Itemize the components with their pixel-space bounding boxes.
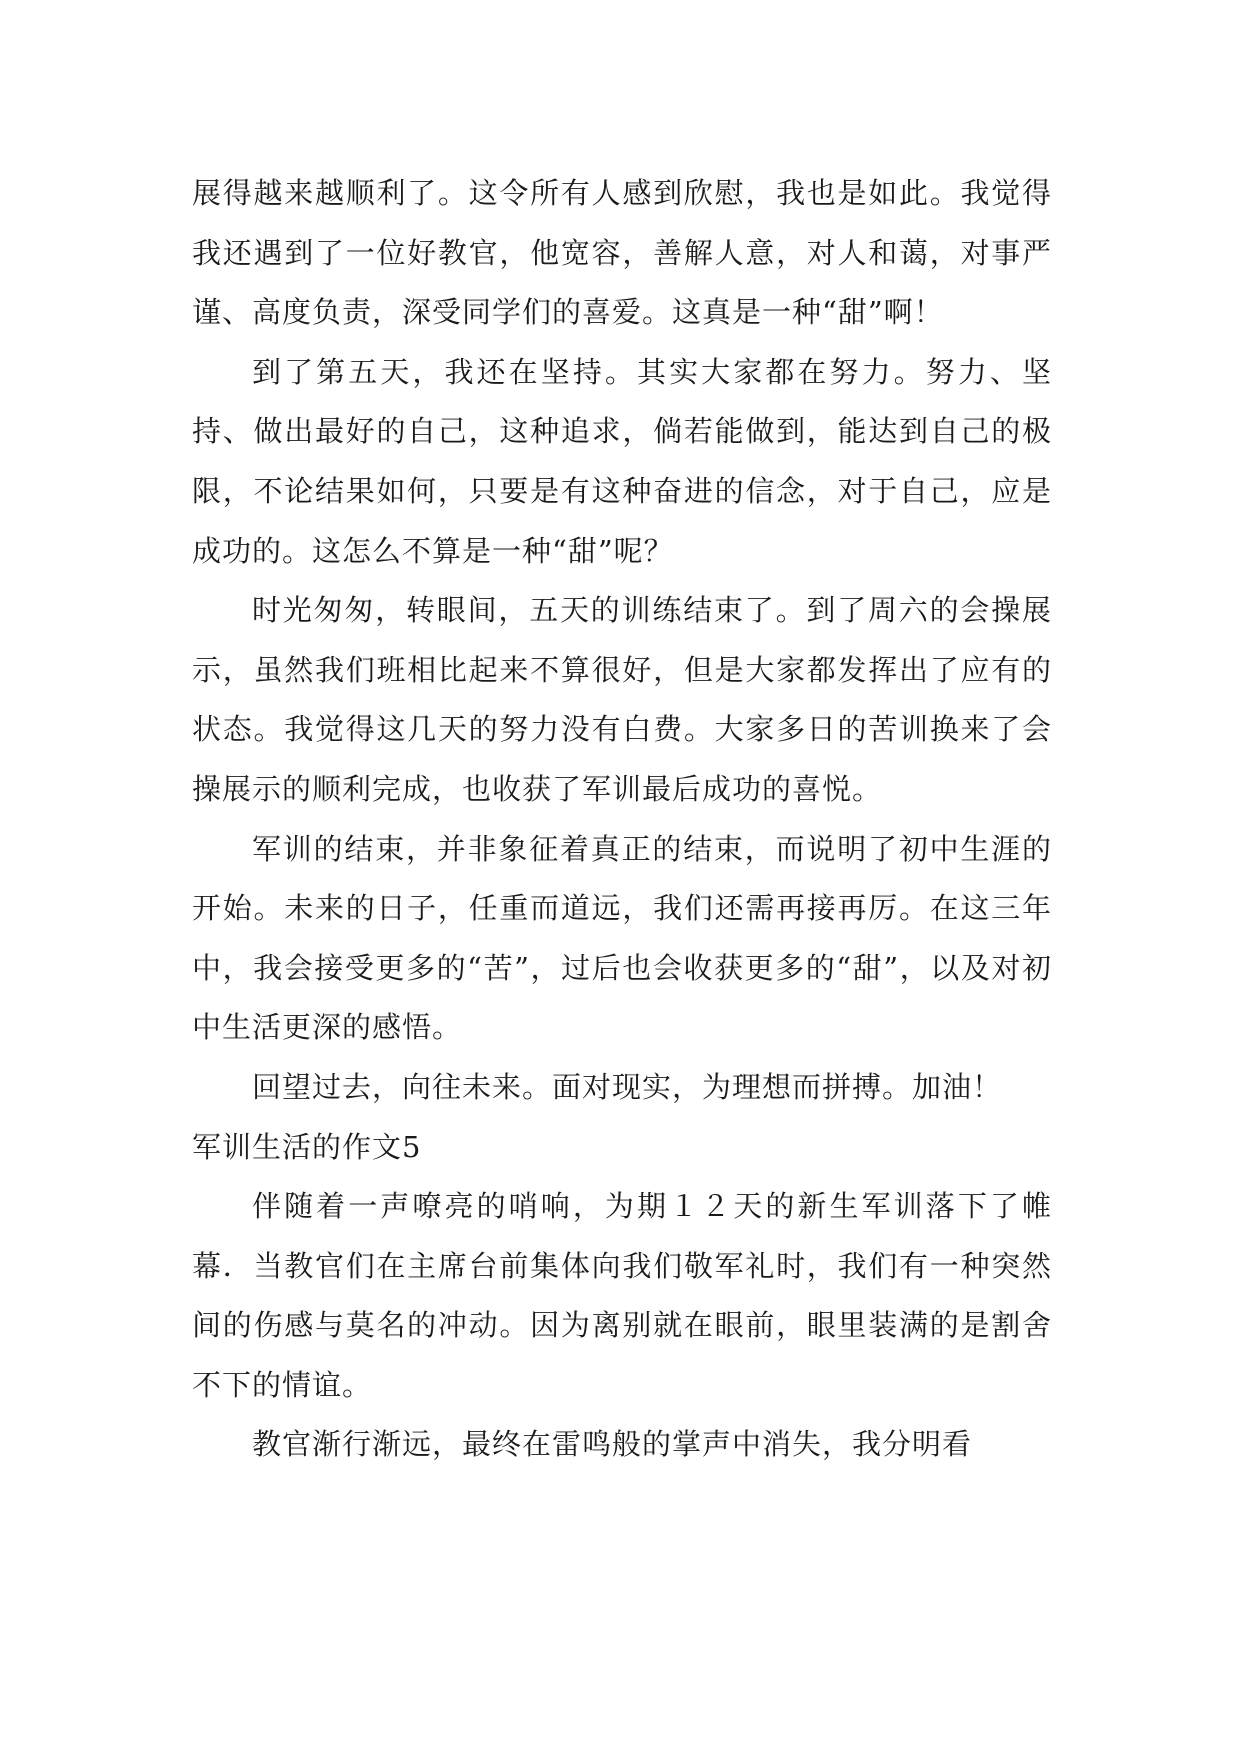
paragraph: 展得越来越顺利了。这令所有人感到欣慰，我也是如此。我觉得我还遇到了一位好教官，他宽容，善解人意，对人和蔼，对事严谨、高度负责，深受同学们的喜爱。这真是一种“甜”啊！ xyxy=(192,176,1052,330)
paragraph: 教官渐行渐远，最终在雷鸣般的掌声中消失，我分明看 xyxy=(252,1427,973,1462)
section-title: 军训生活的作文5 xyxy=(192,1129,422,1164)
paragraph: 军训的结束，并非象征着真正的结束，而说明了初中生涯的开始。未来的日子，任重而道远，我们还需再接再厉。在这三年中，我会接受更多的“苦”，过后也会收获更多的“甜”，以及对初中生活更深的感悟。 xyxy=(192,831,1052,1045)
paragraph: 时光匆匆，转眼间，五天的训练结束了。到了周六的会操展示，虽然我们班相比起来不算很好，但是大家都发挥出了应有的状态。我觉得这几天的努力没有白费。大家多日的苦训换来了会操展示的顺利完成，也收获了军训最后成功的喜悦。 xyxy=(192,593,1052,806)
paragraph: 到了第五天，我还在坚持。其实大家都在努力。努力、坚持、做出最好的自己，这种追求，倘若能做到，能达到自己的极限，不论结果如何，只要是有这种奋进的信念，对于自己，应是成功的。这怎么不算是一种“甜”呢？ xyxy=(192,354,1052,568)
document-body xyxy=(192,164,1052,1475)
paragraph: 伴随着一声嘹亮的哨响，为期１２天的新生军训落下了帷幕．当教官们在主席台前集体向我们敬军礼时，我们有一种突然间的伤感与莫名的冲动。因为离别就在眼前，眼里装满的是割舍不下的情谊。 xyxy=(192,1189,1052,1402)
paragraph: 回望过去，向往未来。面对现实，为理想而拼搏。加油！ xyxy=(252,1069,1003,1104)
